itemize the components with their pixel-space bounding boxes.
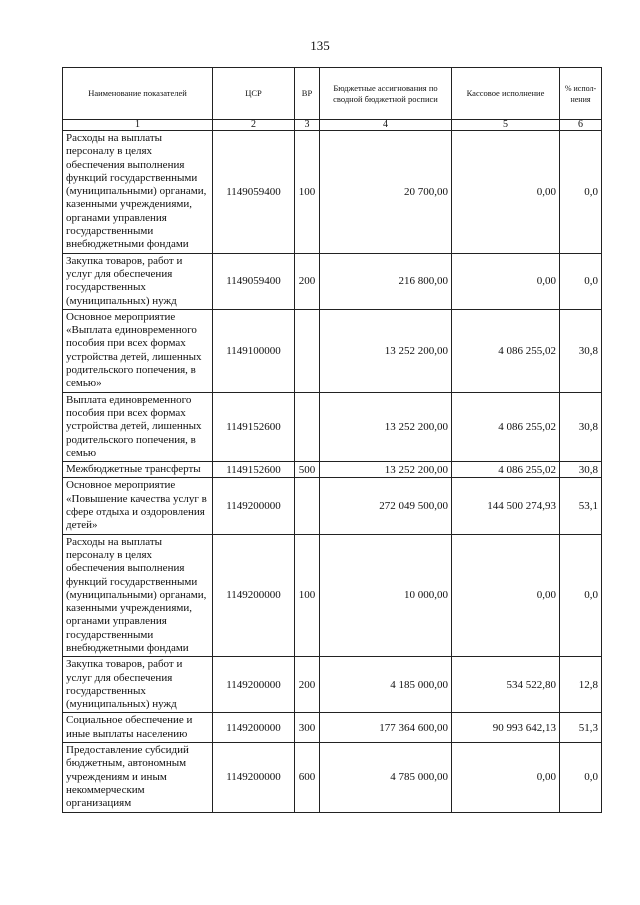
row-budget: 272 049 500,00 [320,478,452,534]
table-row [63,392,602,461]
row-budget: 13 252 200,00 [320,462,452,478]
table-row [63,253,602,309]
table-row [63,743,602,812]
row-budget: 13 252 200,00 [320,392,452,461]
row-cash: 0,00 [452,534,560,657]
row-cash: 90 993 642,13 [452,713,560,743]
row-budget: 10 000,00 [320,534,452,657]
row-vr: 100 [295,534,320,657]
row-percent: 0,0 [560,131,602,254]
row-csr: 1149152600 [213,462,295,478]
row-vr [295,309,320,392]
row-budget: 216 800,00 [320,253,452,309]
row-cash: 0,00 [452,743,560,812]
column-number-row [63,120,602,131]
row-name: Основное мероприятие «Выплата единовременного пособия при всех формах устройства детей, лишенных родительского попечения, в семью» [63,309,213,392]
row-csr: 1149152600 [213,392,295,461]
page-number: 135 [310,38,330,53]
table-row [63,131,602,254]
row-name: Выплата единовременного пособия при всех формах устройства детей, лишенных родительского попечения, в семью [63,392,213,461]
row-name: Расходы на выплаты персоналу в целях обеспечения выполнения функций государственными (муниципальными) органами, казенными учреждениями, органами управления государственными внебюджетными фондами [63,131,213,254]
row-budget: 4 785 000,00 [320,743,452,812]
row-vr [295,478,320,534]
header-vr: ВР [295,68,320,120]
row-vr: 200 [295,253,320,309]
row-name: Предоставление субсидий бюджетным, автономным учреждениям и иным некоммерческим организациям [63,743,213,812]
row-budget: 13 252 200,00 [320,309,452,392]
row-csr: 1149200000 [213,743,295,812]
column-number: 3 [295,120,320,131]
row-vr: 600 [295,743,320,812]
row-cash: 144 500 274,93 [452,478,560,534]
row-cash: 0,00 [452,253,560,309]
row-name: Расходы на выплаты персоналу в целях обеспечения выполнения функций государственными (муниципальными) органами, казенными учреждениями, органами управления государственными внебюджетными фондами [63,534,213,657]
row-csr: 1149100000 [213,309,295,392]
header-cash: Кассовое исполнение [452,68,560,120]
header-name: Наименование показателей [63,68,213,120]
table-row [63,462,602,478]
header-budget: Бюджетные ассигнования по сводной бюджетной росписи [320,68,452,120]
row-cash: 4 086 255,02 [452,309,560,392]
row-percent: 30,8 [560,392,602,461]
row-percent: 0,0 [560,253,602,309]
row-cash: 534 522,80 [452,657,560,713]
table-row [63,713,602,743]
row-percent: 12,8 [560,657,602,713]
column-number: 1 [63,120,213,131]
table-row [63,478,602,534]
row-vr: 200 [295,657,320,713]
row-name: Закупка товаров, работ и услуг для обеспечения государственных (муниципальных) нужд [63,657,213,713]
header-csr: ЦСР [213,68,295,120]
row-budget: 177 364 600,00 [320,713,452,743]
row-name: Социальное обеспечение и иные выплаты населению [63,713,213,743]
table-row [63,534,602,657]
table-header-row [63,68,602,120]
row-vr: 500 [295,462,320,478]
header-percent: % испол-нения [560,68,602,120]
row-csr: 1149059400 [213,131,295,254]
row-vr [295,392,320,461]
row-percent: 30,8 [560,309,602,392]
row-cash: 4 086 255,02 [452,462,560,478]
row-cash: 0,00 [452,131,560,254]
column-number: 5 [452,120,560,131]
row-csr: 1149200000 [213,657,295,713]
column-number: 2 [213,120,295,131]
row-percent: 53,1 [560,478,602,534]
row-csr: 1149200000 [213,478,295,534]
table-row [63,657,602,713]
budget-table [62,67,602,813]
row-csr: 1149200000 [213,713,295,743]
row-cash: 4 086 255,02 [452,392,560,461]
row-vr: 100 [295,131,320,254]
column-number: 4 [320,120,452,131]
row-name: Межбюджетные трансферты [63,462,213,478]
row-percent: 30,8 [560,462,602,478]
row-percent: 0,0 [560,743,602,812]
table-row [63,309,602,392]
row-budget: 4 185 000,00 [320,657,452,713]
row-budget: 20 700,00 [320,131,452,254]
column-number: 6 [560,120,602,131]
row-name: Основное мероприятие «Повышение качества услуг в сфере отдыха и оздоровления детей» [63,478,213,534]
row-name: Закупка товаров, работ и услуг для обеспечения государственных (муниципальных) нужд [63,253,213,309]
row-percent: 0,0 [560,534,602,657]
row-csr: 1149200000 [213,534,295,657]
row-csr: 1149059400 [213,253,295,309]
row-percent: 51,3 [560,713,602,743]
row-vr: 300 [295,713,320,743]
